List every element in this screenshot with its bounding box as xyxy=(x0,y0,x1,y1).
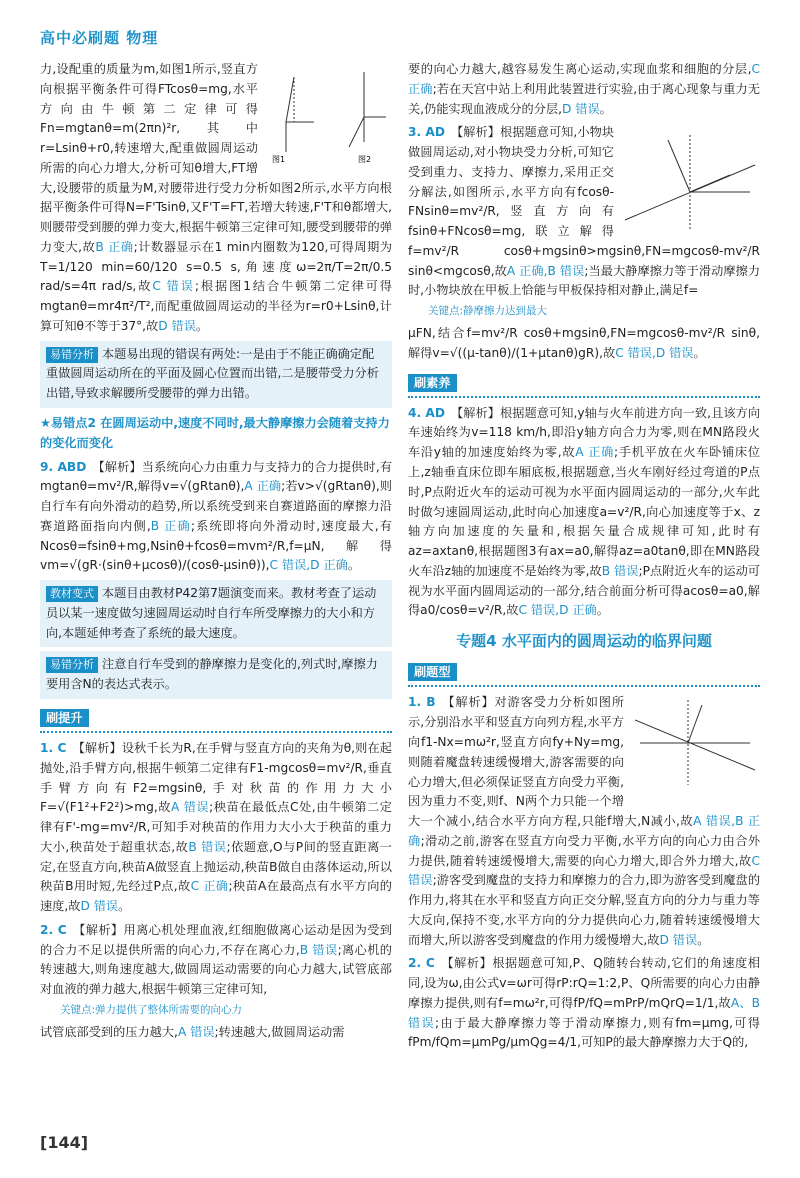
topic-question-1: 1. B 【解析】对游客受力分析如图所示,分别沿水平和竖直方向列方程,水平方向f1-Nx=mω²r,竖直方向fy+Ny=mg,则随着魔盘转速缓慢增大,游客需要的向心力增大,但必须保证竖直方向受力平衡,因为重力不变,则f、N两个力只能一个增大一个减小,结合水平方向方程,只能f增大,N减小,故A 错误,B 正确;滑动之前,游客在竖直方向受力平衡,水平方向的向心力由合外力提供,随着转速缓慢增大,需要的向心力增大,即合外力增大,故C 错误;游客受到魔盘的支持力和摩擦力的合力,即为游客受到魔盘的作用力,将其在水平和竖直方向正交分解,竖直方向的分力与重力等大反向,保持不变,水平方向的分力提供向心力,随着转速缓慢增大而增大,所以游客受到魔盘的作用力缓慢增大,故D 错误。 xyxy=(408,695,761,947)
panel-tag: 易错分析 xyxy=(46,657,98,673)
section-literacy: 刷素养 xyxy=(408,374,457,392)
question-3-continued: μFN,结合f=mv²/R cosθ+mgsinθ,FN=mgcosθ-mv²/R sinθ,解得v=√((μ-tanθ)/(1+μtanθ)gR),故C 错误,D 错误。 xyxy=(408,326,760,360)
question-2-continued: 试管底部受到的压力越大,A 错误;转速越大,做圆周运动需 xyxy=(40,1024,345,1039)
section-improve: 刷提升 xyxy=(40,709,89,727)
q2-continuation: 要的向心力越大,越容易发生离心运动,实现血浆和细胞的分层,C 正确;若在天宫中站上利用此装置进行实验,由于离心现象与重力无关,仍能实现血液成分的分层,D 错误。 xyxy=(408,62,761,116)
page-header: 高中必刷题 物理 xyxy=(40,29,159,47)
topic-question-2: 2. C 【解析】根据题意可知,P、Q随转台转动,它们的角速度相同,设为ω,由公式v=ωr可得rP:rQ=1:2,P、Q所需要的向心力由静摩擦力提供,则有f=mω²r,可得fP/fQ=mPrP/mQrQ=1/1,故A、B 错误;由于最大静摩擦力等于滑动摩擦力,则有fm=μmg,可得fPm/fQm=μmPg/μmQg=4/1,可知P的最大静摩擦力大于Q的, xyxy=(408,956,761,1050)
q8-continuation: 力,设配重的质量为m,如图1所示,竖直方向根据平衡条件可得FTcosθ=mg,水平方向由牛顿第二定律可得Fn=mgtanθ=m(2πn)²r,其中r=Lsinθ+r0,转速增大,配重做圆周运动所需的向心力增大,分析可知θ增大,FT增大,设腰带的质量为M,对腰带进行受力分析如图2所示,水平方向根据平衡条件可得N=F'Tsinθ,又F'T=FT,若增大转速,F'T和θ都增大,则腰带受到腰的弹力变大,根据牛顿第三定律可知,腰受到腰带的弹力变大,故B 正确;计数器显示在1 min内圈数为120,可得周期为T=1/120 min=60/120 s=0.5 s,角速度ω=2π/T=2π/0.5 rad/s=4π rad/s,故C 错误;根据图1结合牛顿第二定律可得mgtanθ=mr4π²/T²,而配重做圆周运动的半径为r=r0+Lsinθ,计算可知θ不等于37°,故D 错误。 xyxy=(40,62,393,333)
ship-force-diagram xyxy=(620,125,760,235)
key-point-note: 关键点:静摩擦力达到最大 xyxy=(428,305,548,318)
rotating-disk-diagram xyxy=(630,695,760,790)
question-3: 3. AD 【解析】根据题意可知,小物块做圆周运动,对小物块受力分析,可知它受到重力、支持力、摩擦力,采用正交分解法,如图所示,水平方向有fcosθ-FNsinθ=mv²/R,竖直方向有fsinθ+FNcosθ=mg,联立解得f=mv²/R cosθ+mgsinθ>mgsinθ,FN=mgcosθ-mv²/R sinθ<mgcosθ,故A 正确,B 错误;当最大静摩擦力等于滑动摩擦力时,小物块放在甲板上恰能与甲板保持相对静止,满足f= xyxy=(408,125,761,298)
fig1-label: 图1 xyxy=(272,155,286,164)
error-analysis-panel-2: 易错分析 注意自行车受到的静摩擦力是变化的,列式时,摩擦力要用含N的表达式表示。 xyxy=(40,651,392,699)
section-question-types: 刷题型 xyxy=(408,663,457,681)
question-2-improve: 2. C 【解析】用离心机处理血液,红细胞做离心运动是因为受到的合力不足以提供所需的向心力,不存在离心力,B 错误;离心机的转速越大,则角速度越大,做圆周运动需要的向心力越大,试管底部对血液的弹力越大,根据牛顿第三定律可知, xyxy=(40,922,392,997)
fig2-label: 图2 xyxy=(358,155,372,164)
question-9: 9. ABD 【解析】当系统向心力由重力与支持力的合力提供时,有mgtanθ=mv²/R,解得v=√(gRtanθ),A 正确;若v>√(gRtanθ),则自行车有向外滑动的趋势,所以系统受到来自赛道路面的摩擦力沿赛道路面指向内侧,B 正确;系统即将向外滑动时,速度最大,有Ncosθ=fsinθ+mg,Nsinθ+fcosθ=mvm²/R,f=μN,解得vm=√(gR·(sinθ+μcosθ)/(cosθ-μsinθ)),C 错误,D 正确。 xyxy=(40,459,393,573)
topic-title: 专题4 水平面内的圆周运动的临界问题 xyxy=(456,632,712,651)
page-number: [144] xyxy=(40,1133,89,1152)
question-1-improve: 1. C 【解析】设秋千长为R,在手臂与竖直方向的夹角为θ,则在起抛处,沿手臂方向,根据牛顿第二定律有F1-mgcosθ=mv²/R,垂直手臂方向有F2=mgsinθ,手对秋苗的作用力大小F=√(F1²+F2²)>mg,故A 错误;秧苗在最低点C处,由牛顿第二定律有F'-mg=mv²/R,可知手对秧苗的作用力大小大于秧苗的重力大小,秧苗处于超重状态,故B 错误;依题意,O与P间的竖直距离一定,在竖直方向,秧苗A做竖直上抛运动,秧苗B做自由落体运动,所以秧苗B用时短,先经过P点,故C 正确;秧苗A在最高点有水平方向的速度,故D 错误。 xyxy=(40,740,392,914)
question-4: 4. AD 【解析】根据题意可知,y轴与火车前进方向一致,且该方向车速始终为v=118 km/h,即沿y轴方向合力为零,则在MN路段火车沿y轴的加速度始终为零,故A 正确;手机平放在火车卧铺床位上,z轴垂直床位即车厢底板,根据题意,当火车刚好经过弯道的P点时,P点附近火车的运动可视为水平面内圆周运动的一部分,火车此时做匀速圆周运动,此时向心加速度a=v²/R,向心加速度等于x、z轴方向加速度的矢量和,根据矢量合成规律可知,此时有az=axtanθ,根据题图3有ax=a0,解得az=a0tanθ,即在MN路段火车沿z轴的加速度不是始终为零,故B 错误;P点附近火车的运动可视为水平面内圆周运动的一部分,结合前面分析可得acosθ=a0,解得a0/cosθ=v²/R,故C 错误,D 正确。 xyxy=(408,405,761,618)
textbook-variant-panel: 教材变式 本题目由教材P42第7题演变而来。教材考查了运动员以某一速度做匀速圆周运动时自行车所受摩擦力的大小和方向,本题延伸考查了系统的最大速度。 xyxy=(40,580,392,647)
right-column xyxy=(408,60,760,1057)
error-analysis-panel-1: 易错分析 本题易出现的错误有两处:一是由于不能正确确定配重做圆周运动所在的平面及圆心位置而出错,二是腰带受力分析出错,导致求解腰所受腰带的弹力出错。 xyxy=(40,341,392,408)
force-diagram-figures xyxy=(264,62,392,167)
error-point-title: ★易错点2 在圆周运动中,速度不同时,最大静摩擦力会随着支持力的变化而变化 xyxy=(40,416,390,450)
panel-tag: 易错分析 xyxy=(46,347,98,363)
panel-tag: 教材变式 xyxy=(46,586,98,602)
key-point-note: 关键点:弹力提供了整体所需要的向心力 xyxy=(60,1003,243,1016)
left-column xyxy=(40,60,392,1047)
